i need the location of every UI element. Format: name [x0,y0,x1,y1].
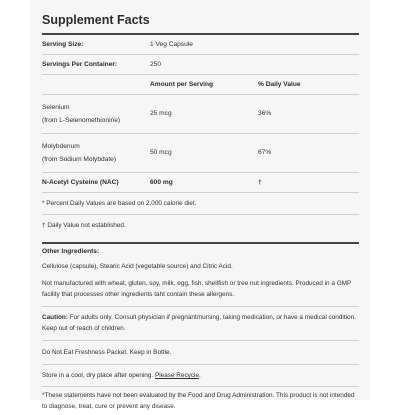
nutrient-name: Selenium [42,104,70,111]
nutrient-source: (from Sodium Molybdate) [42,156,117,163]
nutrient-dv: † [258,179,262,186]
nutrient-dv: 67% [258,149,272,156]
packet-note: Do Not Eat Freshness Packet. Keep in Bottle. [42,349,172,356]
servings-label: Servings Per Container: [42,61,118,68]
other-ingredients-heading: Other Ingredients: [42,248,100,255]
table-header-row [42,75,359,94]
caution-paragraph [42,307,359,337]
caution-label: Caution: [42,314,68,321]
caution-text: For adults only. Consult physician if pregnant/nursing, taking medication, or have a medical condition. Keep out of reach of children. [42,314,356,332]
dv-header: % Daily Value [258,81,301,88]
nutrient-name: N-Acetyl Cysteine (NAC) [42,179,119,186]
serving-size-value: 1 Veg Capsule [150,41,193,48]
nutrient-name: Molybdenum [42,143,80,150]
supplement-facts-panel [30,0,370,410]
storage-end: . [199,372,201,379]
other-ingredients-text: Cellulose (capsule), Stearic Acid (vegetable source) and Citric Acid. [42,263,233,270]
serving-size-row [42,35,359,54]
nutrient-row-nac [42,173,359,192]
storage-paragraph [42,365,359,386]
storage-text: Store in a cool, dry place after opening. [42,372,155,379]
recycle-link[interactable]: Please Recycle [154,372,200,379]
nutrient-dv: 36% [258,110,272,117]
serving-size-label: Serving Size: [42,41,84,48]
panel-title: Supplement Facts [42,13,150,27]
nutrient-amount: 25 mcg [150,110,172,117]
footnote-dagger: † Daily Value not established. [42,222,126,229]
nutrient-amount: 600 mg [150,179,173,186]
nutrient-amount: 50 mcg [150,149,172,156]
servings-value: 250 [150,61,162,68]
nutrient-source: (from L-Selenomethionine) [42,117,121,124]
nutrient-row-molybdenum [42,134,359,172]
nutrient-row-selenium [42,95,359,133]
servings-row [42,55,359,74]
manufacturing-note: Not manufactured with wheat, gluten, soy, milk, egg, fish, shellfish or tree nut ingredients. Produced in a GMP facility that processes other ingredients taht contain these allergens. [42,280,352,298]
fda-disclaimer: *These statements have not been evaluated by the Food and Drug Administration. This product is not intended to diagnose, treat, cure or prevent any disease. [42,392,355,410]
footnote-dv: * Percent Daily Values are based on 2,000 calorie diet. [42,200,197,207]
amount-header: Amount per Serving [150,81,214,88]
